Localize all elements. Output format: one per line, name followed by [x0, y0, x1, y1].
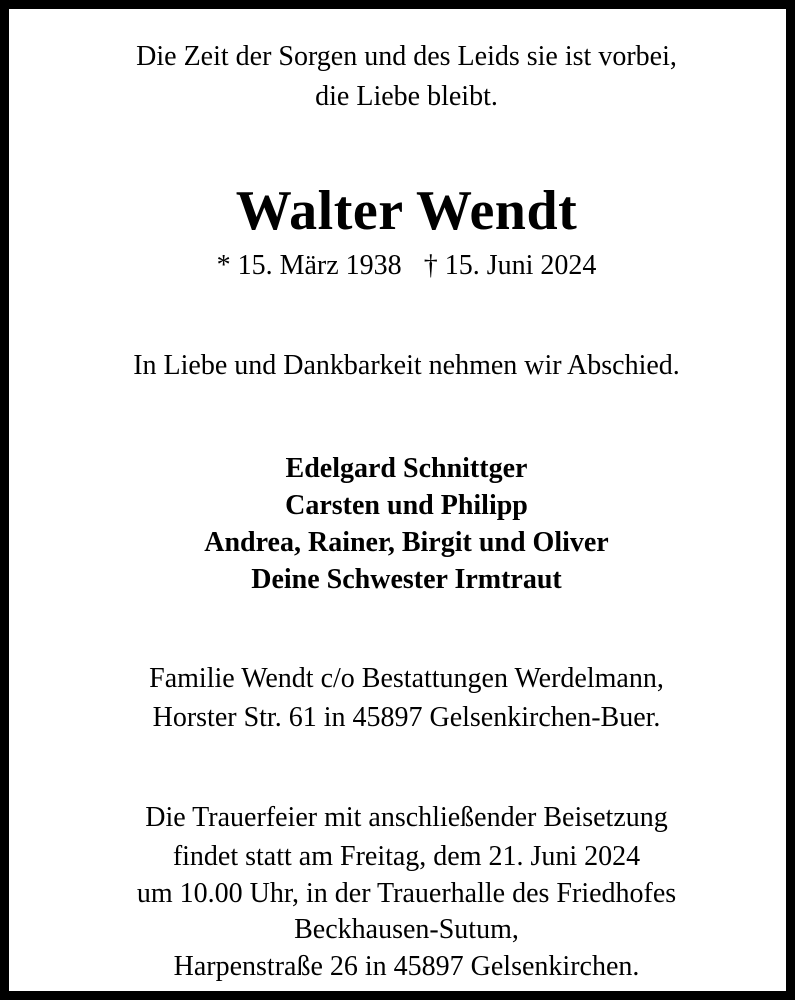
contact-line-1: Familie Wendt c/o Bestattungen Werdelmann,: [149, 663, 664, 694]
mourner-name: Carsten und Philipp: [285, 490, 528, 521]
quote-line-1: Die Zeit der Sorgen und des Leids sie ist vorbei,: [136, 41, 677, 72]
death-cross-icon: †: [423, 250, 438, 281]
birth-star-icon: *: [216, 250, 231, 281]
deceased-name: Walter Wendt: [235, 180, 578, 242]
ceremony-line: um 10.00 Uhr, in der Trauerhalle des Friedhofes: [136, 878, 677, 909]
ceremony-line: Harpenstraße 26 in 45897 Gelsenkirchen.: [173, 951, 640, 982]
death-date: 15. Juni 2024: [444, 250, 597, 281]
life-dates: [9, 252, 795, 280]
ceremony-line: findet statt am Freitag, dem 21. Juni 2024: [172, 841, 641, 872]
birth-date: 15. März 1938: [237, 250, 402, 281]
mourner-name: Andrea, Rainer, Birgit und Oliver: [204, 527, 609, 558]
mourner-name: Deine Schwester Irmtraut: [251, 564, 562, 595]
quote-line-2: die Liebe bleibt.: [315, 81, 498, 112]
mourner-name: Edelgard Schnittger: [285, 453, 528, 484]
ceremony-line: Beckhausen-Sutum,: [294, 914, 519, 945]
ceremony-line: Die Trauerfeier mit anschließender Beisetzung: [145, 802, 668, 833]
contact-line-2: Horster Str. 61 in 45897 Gelsenkirchen-Buer.: [152, 702, 661, 733]
farewell-text: In Liebe und Dankbarkeit nehmen wir Abschied.: [133, 350, 680, 381]
